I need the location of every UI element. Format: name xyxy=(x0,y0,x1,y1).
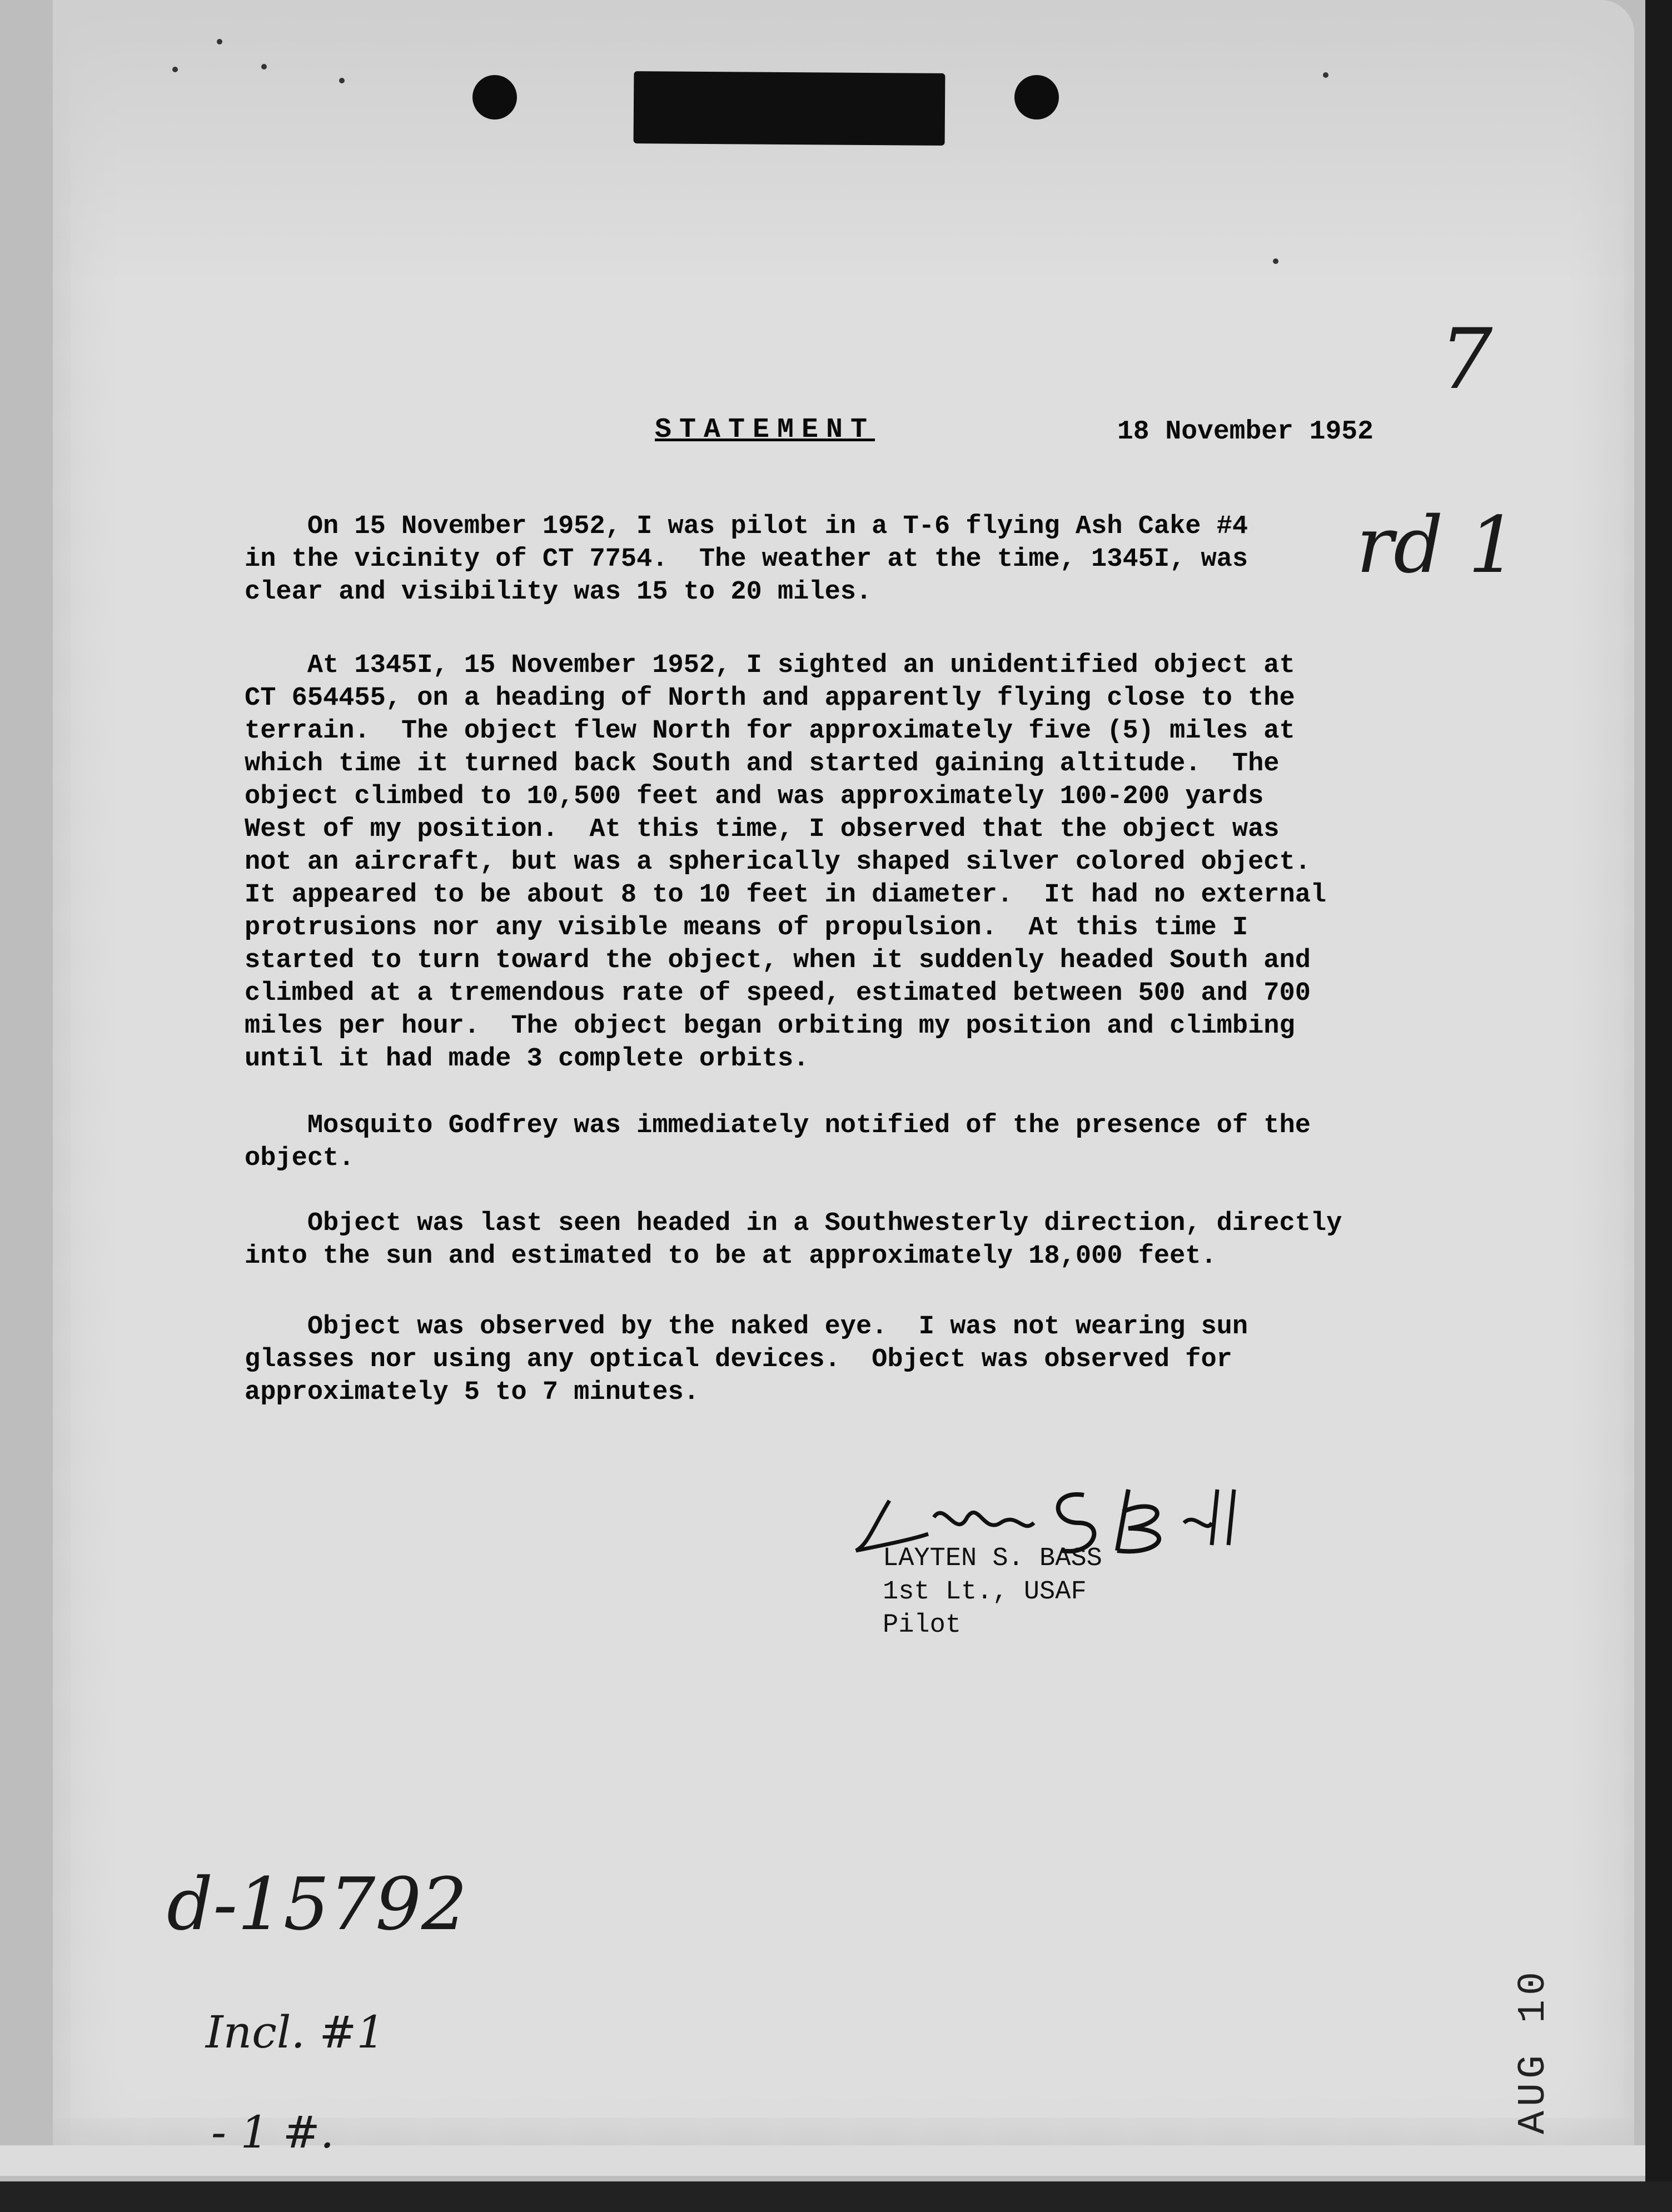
punch-hole-right xyxy=(1014,75,1059,119)
speck xyxy=(1323,72,1328,78)
scan-edge-right xyxy=(1645,0,1672,2212)
margin-mark: rd 1 xyxy=(1356,500,1518,591)
signer-role: Pilot xyxy=(883,1611,962,1640)
redaction-bar xyxy=(634,71,946,146)
bottom-note: - 1 #. xyxy=(211,2106,335,2158)
scan-edge-bottom xyxy=(0,2181,1672,2212)
signer-name: LAYTEN S. BASS xyxy=(883,1544,1102,1573)
statement-title: STATEMENT xyxy=(655,414,875,446)
inclosure-note: Incl. #1 xyxy=(206,2006,385,2058)
signer-rank: 1st Lt., USAF xyxy=(883,1577,1087,1607)
paragraph-3: Mosquito Godfrey was immediately notified of the presence of the object. xyxy=(245,1111,1311,1173)
paragraph-1: On 15 November 1952, I was pilot in a T-6 flying Ash Cake #4 in the vicinity of CT 7754. The weather at the time, 1345I, was clear and visibility was 15 to 20 miles. xyxy=(245,512,1248,607)
speck xyxy=(261,64,267,69)
speck xyxy=(172,67,178,72)
corner-number: 7 xyxy=(1440,311,1493,408)
statement-date: 18 November 1952 xyxy=(1117,417,1374,447)
signature-block xyxy=(883,1542,1102,1642)
file-number: d-15792 xyxy=(167,1862,467,1946)
paragraph-4: Object was last seen headed in a Southwesterly direction, directly into the sun and estimated to be at approximately 18,000 feet. xyxy=(245,1209,1342,1271)
paragraph-2: At 1345I, 15 November 1952, I sighted an unidentified object at CT 654455, on a heading of North and apparently flying close to the terrain. The object flew North for approximately five (5) miles at which time it turned back South and started gaining altitude. The object climbed to 10,500 feet and was approximately 100-200 yards West of my position. At this time, I observed that the object was not an aircraft, but was a spherically shaped silver colored object. It appeared to be about 8 to 10 feet in diameter. It had no external protrusions nor any visible means of propulsion. At this time I started to turn toward the object, when it suddenly headed South and climbed at a tremendous rate of speed, estimated between 500 and 700 miles per hour. The object began orbiting my position and climbing until it had made 3 complete orbits. xyxy=(245,651,1327,1074)
speck xyxy=(1273,258,1278,264)
speck xyxy=(217,39,222,44)
paragraph-5: Object was observed by the naked eye. I was not wearing sun glasses nor using any optical devices. Object was observed for approximately 5 to 7 minutes. xyxy=(245,1312,1248,1407)
speck xyxy=(339,78,345,83)
date-stamp: AUG 10 xyxy=(1512,1967,1556,2134)
punch-hole-left xyxy=(472,75,517,119)
